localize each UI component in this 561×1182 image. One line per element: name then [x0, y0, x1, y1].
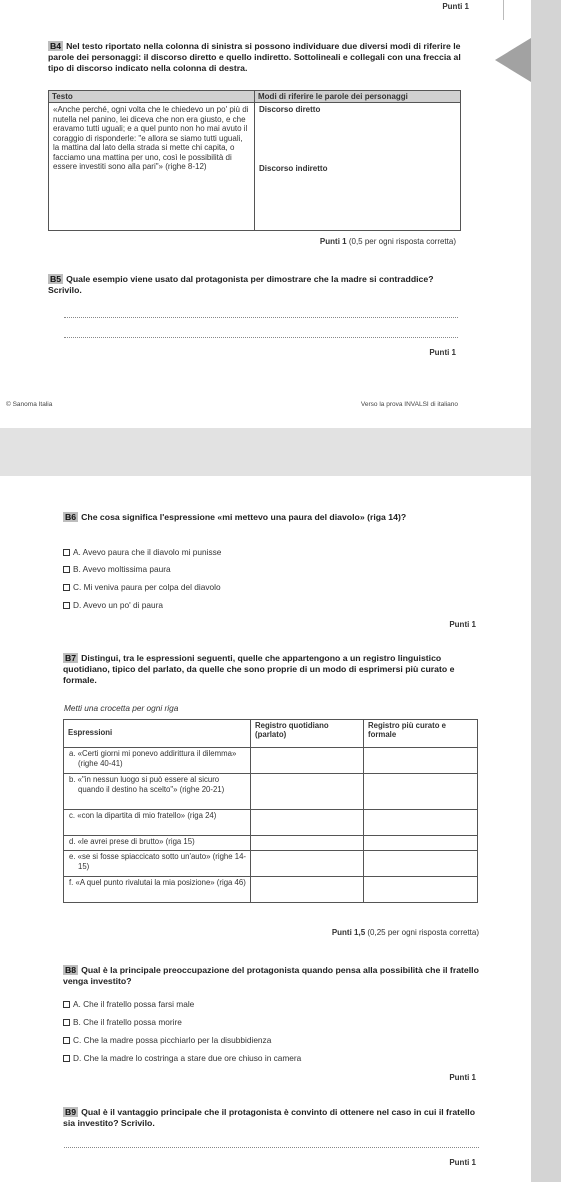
checkbox[interactable]	[63, 602, 70, 609]
table-row-e: e. «se si fosse spiaccicato sotto un'auto» (righe 14-15)	[64, 851, 251, 877]
question-text: Nel testo riportato nella colonna di sinistra si possono individuare due diversi modi di riferire le parole dei personaggi: il discorso diretto e quello indiretto. Sottolineali e collegali con una freccia al tipo di discorso indicato nella colonna di destra.	[48, 41, 461, 73]
question-b8	[63, 965, 481, 987]
checkbox-cell-quotidiano-b[interactable]	[251, 774, 364, 810]
checkbox-cell-quotidiano-e[interactable]	[251, 851, 364, 877]
checkbox[interactable]	[63, 566, 70, 573]
punti-b7: Punti 1,5 (0,25 per ogni risposta corretta)	[331, 928, 479, 937]
question-text: Qual è il vantaggio principale che il protagonista è convinto di ottenere nel caso in cui il fratello sia investito? Scrivilo.	[63, 1107, 476, 1128]
question-number: B4	[50, 41, 62, 51]
footer-title: Verso la prova INVALSI di italiano	[360, 401, 458, 408]
page-corner-marker	[495, 38, 531, 82]
checkbox-cell-formale-f[interactable]	[364, 877, 478, 903]
table-row-b: b. «"in nessun luogo si può essere al sicuro quando il destino ha scelto"» (righe 20-21)	[64, 774, 251, 810]
question-number: B9	[65, 1107, 77, 1117]
question-text: Qual è la principale preoccupazione del protagonista quando pensa alla possibilità che il fratello venga investito?	[63, 965, 479, 986]
checkbox[interactable]	[63, 1001, 70, 1008]
checkbox-cell-formale-e[interactable]	[364, 851, 478, 877]
question-b4	[48, 41, 464, 74]
document-page-1	[0, 0, 531, 428]
checkbox-cell-quotidiano-f[interactable]	[251, 877, 364, 903]
option-b6-a[interactable]: A. Avevo paura che il diavolo mi punisse	[63, 547, 221, 557]
option-b6-b[interactable]: B. Avevo moltissima paura	[63, 564, 171, 574]
option-b6-c[interactable]: C. Mi veniva paura per colpa del diavolo	[63, 582, 221, 592]
table-row-a: a. «Certi giorni mi ponevo addirittura il dilemma» (righe 40-41)	[64, 748, 251, 774]
answer-line[interactable]	[64, 1147, 479, 1148]
checkbox-cell-formale-a[interactable]	[364, 748, 478, 774]
top-punti: Punti 1	[442, 2, 469, 11]
question-b7	[63, 653, 481, 686]
column-header-modi: Modi di riferire le parole dei personaggi	[255, 91, 461, 103]
question-number: B5	[50, 274, 62, 284]
punti-b5: Punti 1	[429, 348, 456, 357]
column-header-quotidiano: Registro quotidiano (parlato)	[251, 720, 364, 748]
column-header-espressioni: Espressioni	[64, 720, 251, 748]
punti-b9: Punti 1	[449, 1158, 476, 1167]
checkbox-cell-quotidiano-a[interactable]	[251, 748, 364, 774]
option-b8-c[interactable]: C. Che la madre possa picchiarlo per la disubbidienza	[63, 1035, 271, 1045]
table-row-f: f. «A quel punto rivalutai la mia posizione» (riga 46)	[64, 877, 251, 903]
column-header-testo: Testo	[49, 91, 255, 103]
question-b5	[48, 274, 464, 296]
answer-line[interactable]	[64, 317, 458, 318]
option-b8-b[interactable]: B. Che il fratello possa morire	[63, 1017, 182, 1027]
option-b8-a[interactable]: A. Che il fratello possa farsi male	[63, 999, 194, 1009]
checkbox[interactable]	[63, 584, 70, 591]
modo-indiretto: Discorso indiretto	[259, 164, 328, 173]
modi-cell	[255, 103, 461, 231]
table-b7	[63, 719, 478, 903]
modo-diretto: Discorso diretto	[259, 105, 321, 114]
instruction-text: Metti una crocetta per ogni riga	[64, 703, 179, 713]
table-row-c: c. «con la dipartita di mio fratello» (riga 24)	[64, 810, 251, 836]
punti-b6: Punti 1	[449, 620, 476, 629]
question-number: B7	[65, 653, 77, 663]
checkbox[interactable]	[63, 1037, 70, 1044]
question-text: Quale esempio viene usato dal protagonista per dimostrare che la madre si contraddice? Scrivilo.	[48, 274, 434, 295]
page-gap	[0, 428, 531, 476]
question-number: B6	[65, 512, 77, 522]
checkbox[interactable]	[63, 1019, 70, 1026]
column-header-formale: Registro più curato e formale	[364, 720, 478, 748]
option-b8-d[interactable]: D. Che la madre lo costringa a stare due ore chiuso in camera	[63, 1053, 301, 1063]
checkbox-cell-quotidiano-c[interactable]	[251, 810, 364, 836]
question-b6	[63, 512, 481, 523]
question-text: Distingui, tra le espressioni seguenti, quelle che appartengono a un registro linguistico quotidiano, tipico del parlato, da quelle che sono proprie di un modo di esprimersi più curato e formale.	[63, 653, 455, 685]
answer-line[interactable]	[64, 337, 458, 338]
punti-b8: Punti 1	[449, 1073, 476, 1082]
question-text: Che cosa significa l'espressione «mi mettevo una paura del diavolo» (riga 14)?	[81, 512, 407, 522]
checkbox-cell-formale-d[interactable]	[364, 836, 478, 851]
testo-cell: «Anche perché, ogni volta che le chiedevo un po' più di nutella nel panino, lei diceva che non era giusto, e che eravamo tutti uguali; e a quel punto non ho mai avuto il coraggio di risponderle: "e allora se siamo tutti uguali, la mattina dal lato della strada si mette chi capita, o facciamo una mattina per uno, così le possibilità di essere investiti sono alla pari"» (righe 8-12)	[49, 103, 255, 231]
punti-b4: Punti 1 (0,5 per ogni risposta corretta)	[319, 237, 456, 246]
page-edge-line	[503, 0, 504, 20]
footer-copyright: © Sanoma Italia	[6, 401, 53, 408]
scrollbar-track[interactable]	[531, 0, 561, 1182]
option-b6-d[interactable]: D. Avevo un po' di paura	[63, 600, 163, 610]
checkbox[interactable]	[63, 549, 70, 556]
checkbox-cell-formale-c[interactable]	[364, 810, 478, 836]
checkbox-cell-quotidiano-d[interactable]	[251, 836, 364, 851]
table-row-d: d. «le avrei prese di brutto» (riga 15)	[64, 836, 251, 851]
question-number: B8	[65, 965, 77, 975]
checkbox-cell-formale-b[interactable]	[364, 774, 478, 810]
table-b4	[48, 90, 461, 231]
checkbox[interactable]	[63, 1055, 70, 1062]
question-b9	[63, 1107, 481, 1129]
document-page-2	[0, 476, 531, 1182]
